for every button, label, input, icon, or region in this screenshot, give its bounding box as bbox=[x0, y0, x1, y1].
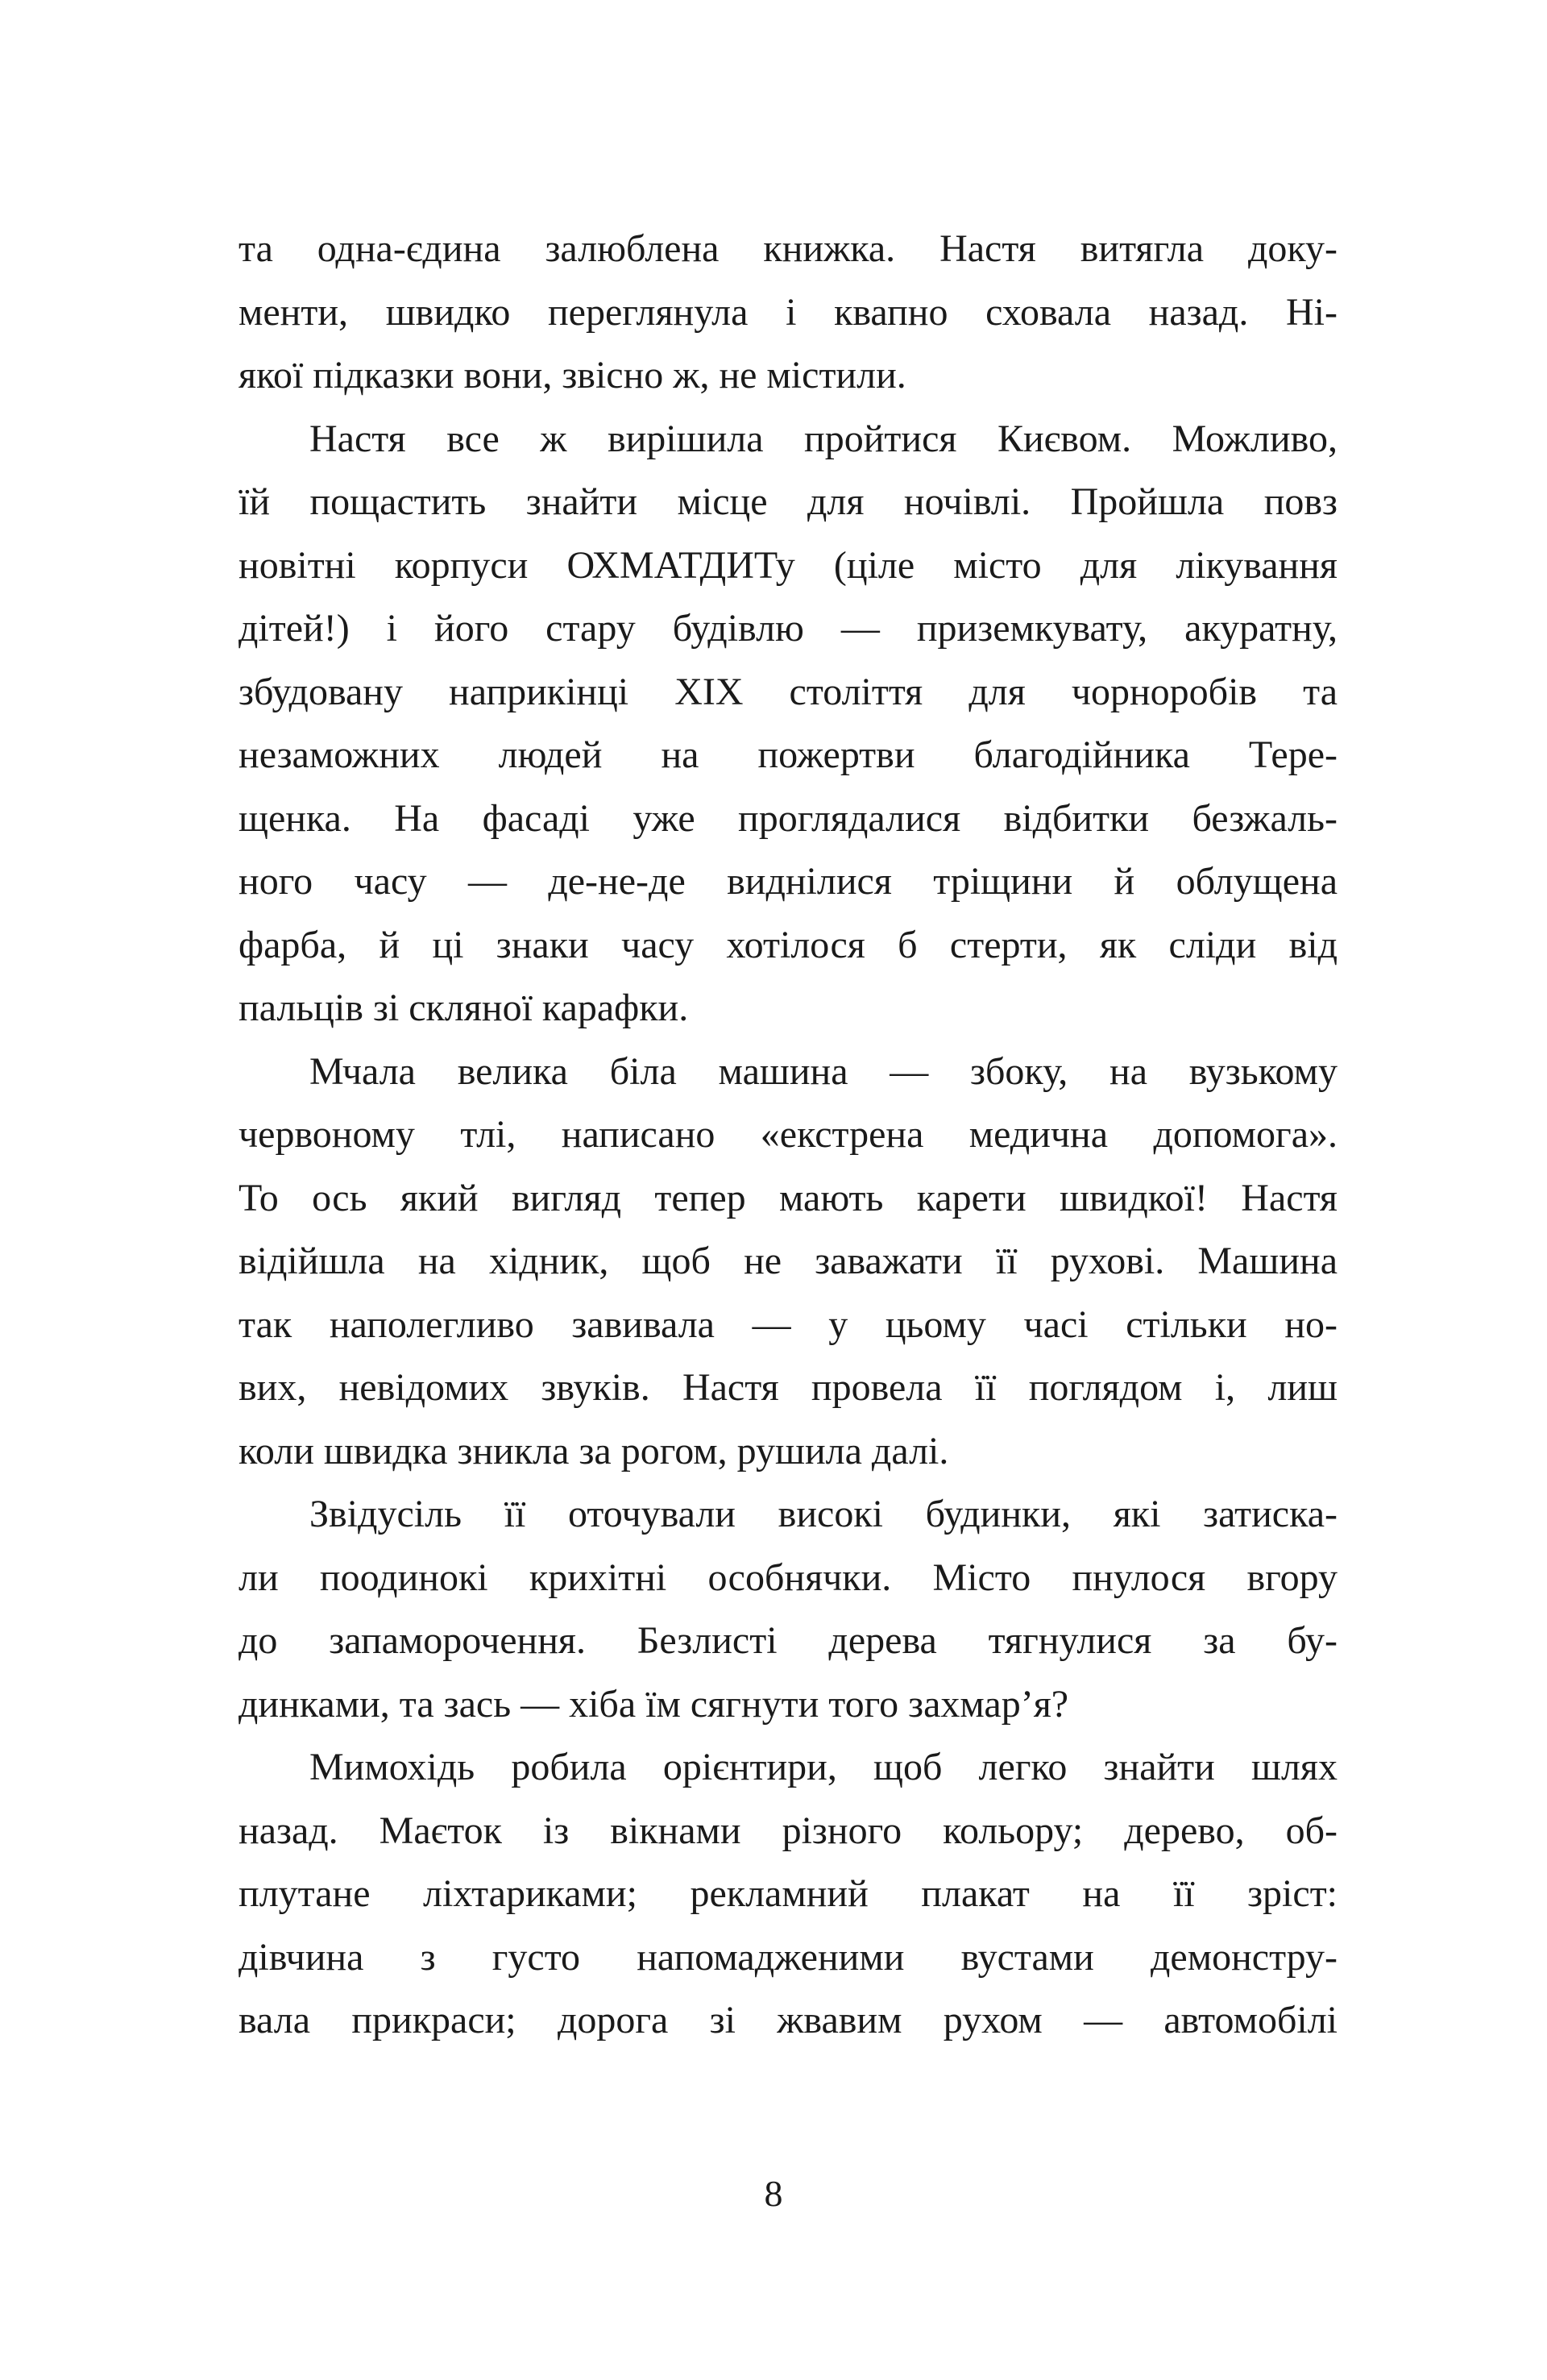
text-line: незаможних людей на пожертви благодійника Тере- bbox=[238, 733, 1338, 776]
text-line: фарба, й ці знаки часу хотілося б стерти, як сліди від bbox=[238, 923, 1338, 966]
text-line: збудовану наприкінці XIX століття для чорноробів та bbox=[238, 670, 1338, 713]
paragraph-first-line: Звідусіль її оточували високі будинки, які затиска- bbox=[309, 1493, 1338, 1535]
page-number: 8 bbox=[764, 2173, 783, 2214]
text-line: та одна-єдина залюблена книжка. Настя витягла доку- bbox=[238, 227, 1338, 270]
paragraph-first-line: Мчала велика біла машина — збоку, на вузькому bbox=[309, 1049, 1338, 1093]
text-line: назад. Маєток із вікнами різного кольору; дерево, об- bbox=[238, 1809, 1338, 1852]
text-line: так наполегливо завивала — у цьому часі стільки но- bbox=[238, 1302, 1338, 1346]
text-line: пальців зі скляної карафки. bbox=[238, 986, 689, 1029]
text-line: вала прикраси; дорога зі жвавим рухом — автомобілі bbox=[238, 1999, 1338, 2041]
text-line: червоному тлі, написано «екстрена медична допомога». bbox=[238, 1113, 1338, 1156]
text-line: коли швидка зникла за рогом, рушила далі. bbox=[238, 1429, 949, 1472]
text-line: відійшла на хідник, щоб не заважати її рухові. Машина bbox=[238, 1240, 1338, 1282]
text-line: їй пощастить знайти місце для ночівлі. Пройшла повз bbox=[238, 480, 1338, 523]
text-line: новітні корпуси ОХМАТДИТу (ціле місто для лікування bbox=[238, 543, 1338, 587]
text-line: якої підказки вони, звісно ж, не містили. bbox=[238, 354, 906, 397]
text-line: до запаморочення. Безлисті дерева тягнулися за бу- bbox=[238, 1619, 1338, 1662]
text-line: вих, невідомих звуків. Настя провела її поглядом і, лиш bbox=[238, 1366, 1338, 1409]
paragraph-first-line: Настя все ж вирішила пройтися Києвом. Можливо, bbox=[309, 417, 1338, 460]
text-line: менти, швидко переглянула і квапно сховала назад. Ні- bbox=[238, 290, 1338, 334]
body-text bbox=[238, 218, 1338, 2053]
text-line: ного часу — де-не-де виднілися тріщини й облущена bbox=[238, 860, 1338, 903]
text-line: дітей!) і його стару будівлю — приземкувату, акуратну, bbox=[238, 607, 1338, 650]
text-line: дівчина з густо напомадженими вустами демонстру- bbox=[238, 1935, 1338, 1979]
text-line: ли поодинокі крихітні особнячки. Місто пнулося вгору bbox=[238, 1556, 1338, 1599]
text-line: плутане ліхтариками; рекламний плакат на її зріст: bbox=[238, 1872, 1338, 1915]
text-line: щенка. На фасаді уже проглядалися відбитки безжаль- bbox=[238, 796, 1338, 840]
text-line: динками, та зась — хіба їм сягнути того захмар’я? bbox=[238, 1682, 1069, 1726]
paragraph-first-line: Мимохідь робила орієнтири, щоб легко знайти шлях bbox=[309, 1746, 1338, 1788]
text-line: То ось який вигляд тепер мають карети швидкої! Настя bbox=[238, 1176, 1338, 1219]
